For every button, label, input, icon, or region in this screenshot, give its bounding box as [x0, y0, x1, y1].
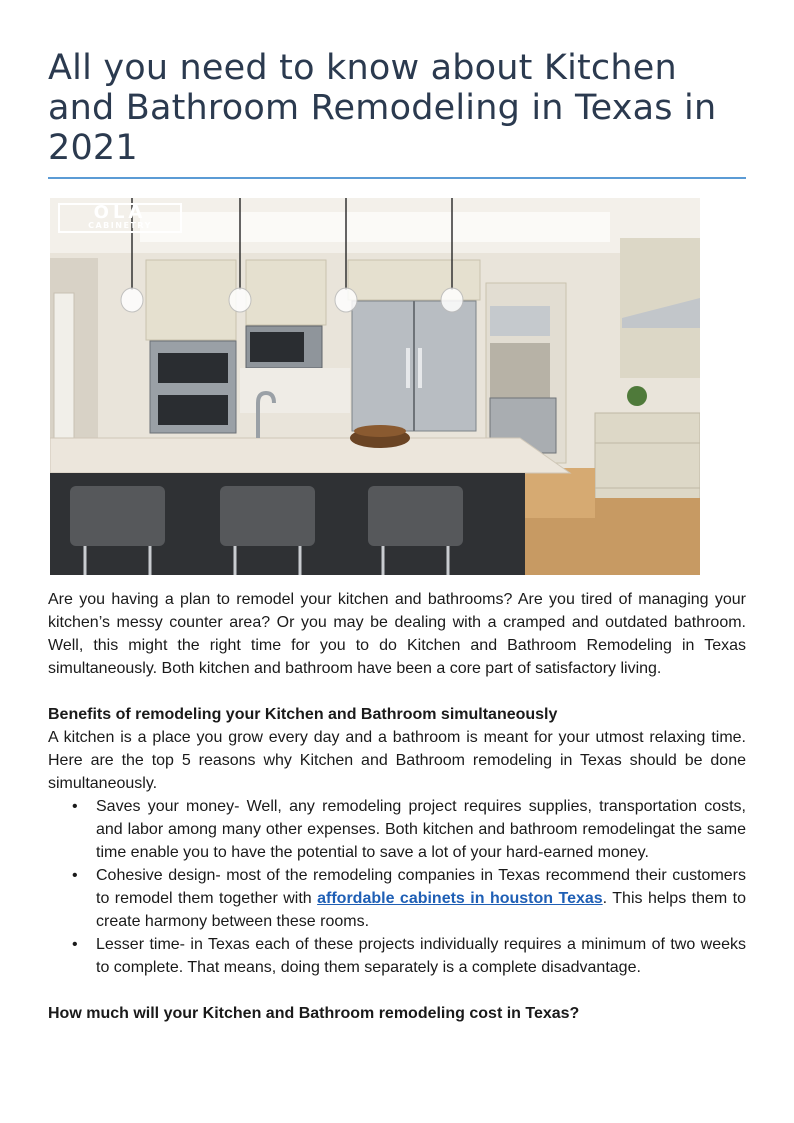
bullet-icon: •	[72, 798, 78, 815]
list-item-text: Lesser time- in Texas each of these projects individually requires a minimum of two weeks to complete. That means, doing them separately is a complete disadvantage.	[96, 936, 746, 976]
benefits-paragraph: A kitchen is a place you grow every day and a bathroom is meant for your utmost relaxing time. Here are the top 5 reasons why Kitchen and Bathroom remodeling in Texas should be done simultaneously.	[48, 729, 746, 792]
bullet-icon: •	[72, 867, 78, 884]
list-item-text: Saves your money- Well, any remodeling project requires supplies, transportation costs, and labor among many other expenses. Both kitchen and bathroom remodelingat the same time enable you to have the potential to save a lot of your hard-earned money.	[96, 798, 746, 861]
bullet-icon: •	[72, 936, 78, 953]
affordable-cabinets-link[interactable]: affordable cabinets in houston Texas	[317, 890, 603, 907]
benefits-list	[48, 795, 746, 979]
list-item	[48, 933, 746, 979]
kitchen-photo	[50, 198, 700, 575]
page-title: All you need to know about Kitchen and Bathroom Remodeling in Texas in 2021	[48, 48, 717, 168]
kitchen-illustration	[50, 198, 700, 575]
document-page	[48, 48, 746, 1025]
section-heading-benefits: Benefits of remodeling your Kitchen and Bathroom simultaneously	[48, 706, 558, 723]
logo-text-sub: CABINETRY	[88, 221, 152, 230]
title-divider	[48, 177, 746, 179]
list-item-text-before: Cohesive design- most of the remodeling companies in Texas recommend their customers to remodel them together with	[96, 867, 746, 907]
list-item-text-after: . This helps them to create harmony between these rooms.	[96, 890, 747, 930]
ola-cabinetry-logo	[58, 203, 182, 233]
logo-text-main: OLA	[93, 202, 147, 223]
section-heading-cost: How much will your Kitchen and Bathroom remodeling cost in Texas?	[48, 1005, 580, 1022]
intro-paragraph: Are you having a plan to remodel your kitchen and bathrooms? Are you tired of managing your kitchen’s messy counter area? Or you may be dealing with a cramped and outdated bathroom. Well, this might the right time for you to do Kitchen and Bathroom Remodeling in Texas simultaneously. Both kitchen and bathroom have been a core part of satisfactory living.	[48, 591, 746, 677]
list-item	[48, 795, 746, 864]
list-item	[48, 864, 746, 933]
